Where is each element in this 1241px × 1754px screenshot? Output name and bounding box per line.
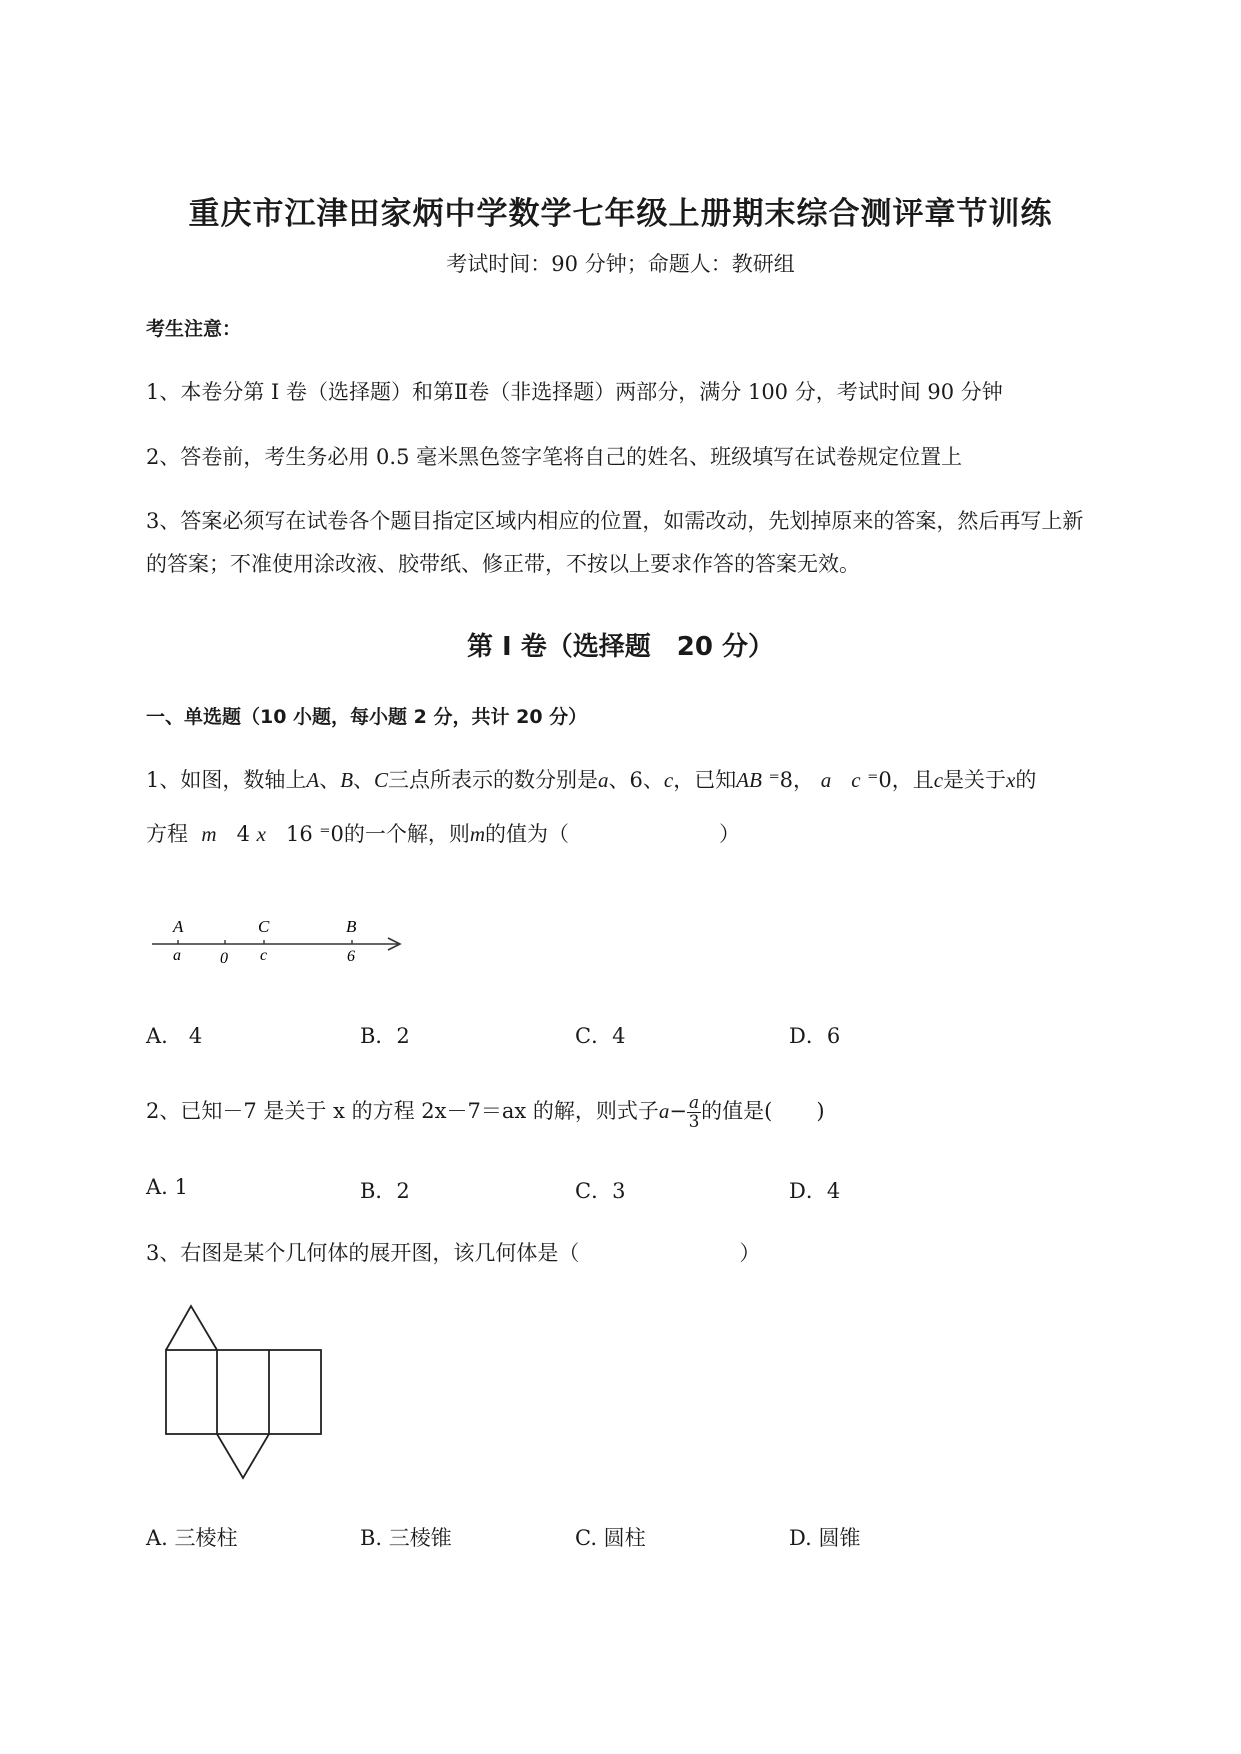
question-3: 3、右图是某个几何体的展开图，该几何体是（ ） [146,1241,761,1265]
notice-item-3-cont: 的答案；不准使用涂改液、胶带纸、修正带，不按以上要求作答的答案无效。 [146,552,860,576]
q3-option-d[interactable]: D. 圆锥 [789,1526,861,1550]
q2-option-b[interactable]: B．2 [360,1179,410,1203]
value-label-a: a [173,947,181,964]
prism-net-figure [160,1270,330,1490]
notice-heading: 考生注意： [146,318,242,340]
exam-subtitle: 考试时间：90 分钟；命题人：教研组 [446,252,795,276]
value-label-6: 6 [347,948,355,965]
value-label-c: c [260,947,268,964]
question-2: 2、已知－7 是关于 x 的方程 2x－7＝ax 的解，则式子a− $\frac{a}{3}$ 的值是( ) [146,1093,825,1132]
notice-item-3: 3、答案必须写在试卷各个题目指定区域内相应的位置，如需改动，先划掉原来的答案，然后再写上新 [146,509,1084,533]
fraction-a-over-3: $\frac{a}{3}$ [688,1093,700,1132]
notice-item-1: 1、本卷分第 I 卷（选择题）和第Ⅱ卷（非选择题）两部分，满分 100 分，考试时间 90 分钟 [146,380,1003,404]
q1-option-b[interactable]: B．2 [360,1024,410,1048]
number-line-figure [140,910,420,970]
question-1-line-1: 1、如图，数轴上A、B、C三点所表示的数分别是a、6、c，已知AB ⁼8， a c ⁼0，且c是关于x的 [146,768,1037,792]
point-label-B: B [346,917,357,936]
q3-option-a[interactable]: A. 三棱柱 [146,1526,238,1550]
q1-option-a[interactable]: A. 4 [146,1024,203,1048]
q2-option-d[interactable]: D．4 [789,1179,841,1203]
q3-option-b[interactable]: B. 三棱锥 [360,1526,452,1550]
part-heading: 一、单选题（10 小题，每小题 2 分，共计 20 分） [146,706,588,728]
section-title: 第 I 卷（选择题 20 分） [466,632,774,662]
exam-title: 重庆市江津田家炳中学数学七年级上册期末综合测评章节训练 [188,196,1053,232]
net-top-triangle [166,1306,217,1350]
net-bottom-triangle [217,1434,269,1478]
point-label-A: A [173,917,184,936]
value-label-0: 0 [220,950,228,967]
point-label-C: C [258,917,270,936]
q1-option-d[interactable]: D．6 [789,1024,841,1048]
q3-option-c[interactable]: C. 圆柱 [575,1526,646,1550]
q1-option-c[interactable]: C．4 [575,1024,626,1048]
question-1-line-2: 方程 m 4 x 16 ⁼0的一个解，则m的值为（ ） [146,822,740,846]
q2-option-a[interactable]: A. 1 [146,1175,188,1199]
notice-item-2: 2、答卷前，考生务必用 0.5 毫米黑色签字笔将自己的姓名、班级填写在试卷规定位置上 [146,445,963,469]
q2-option-c[interactable]: C．3 [575,1179,626,1203]
net-rectangle [166,1350,321,1434]
